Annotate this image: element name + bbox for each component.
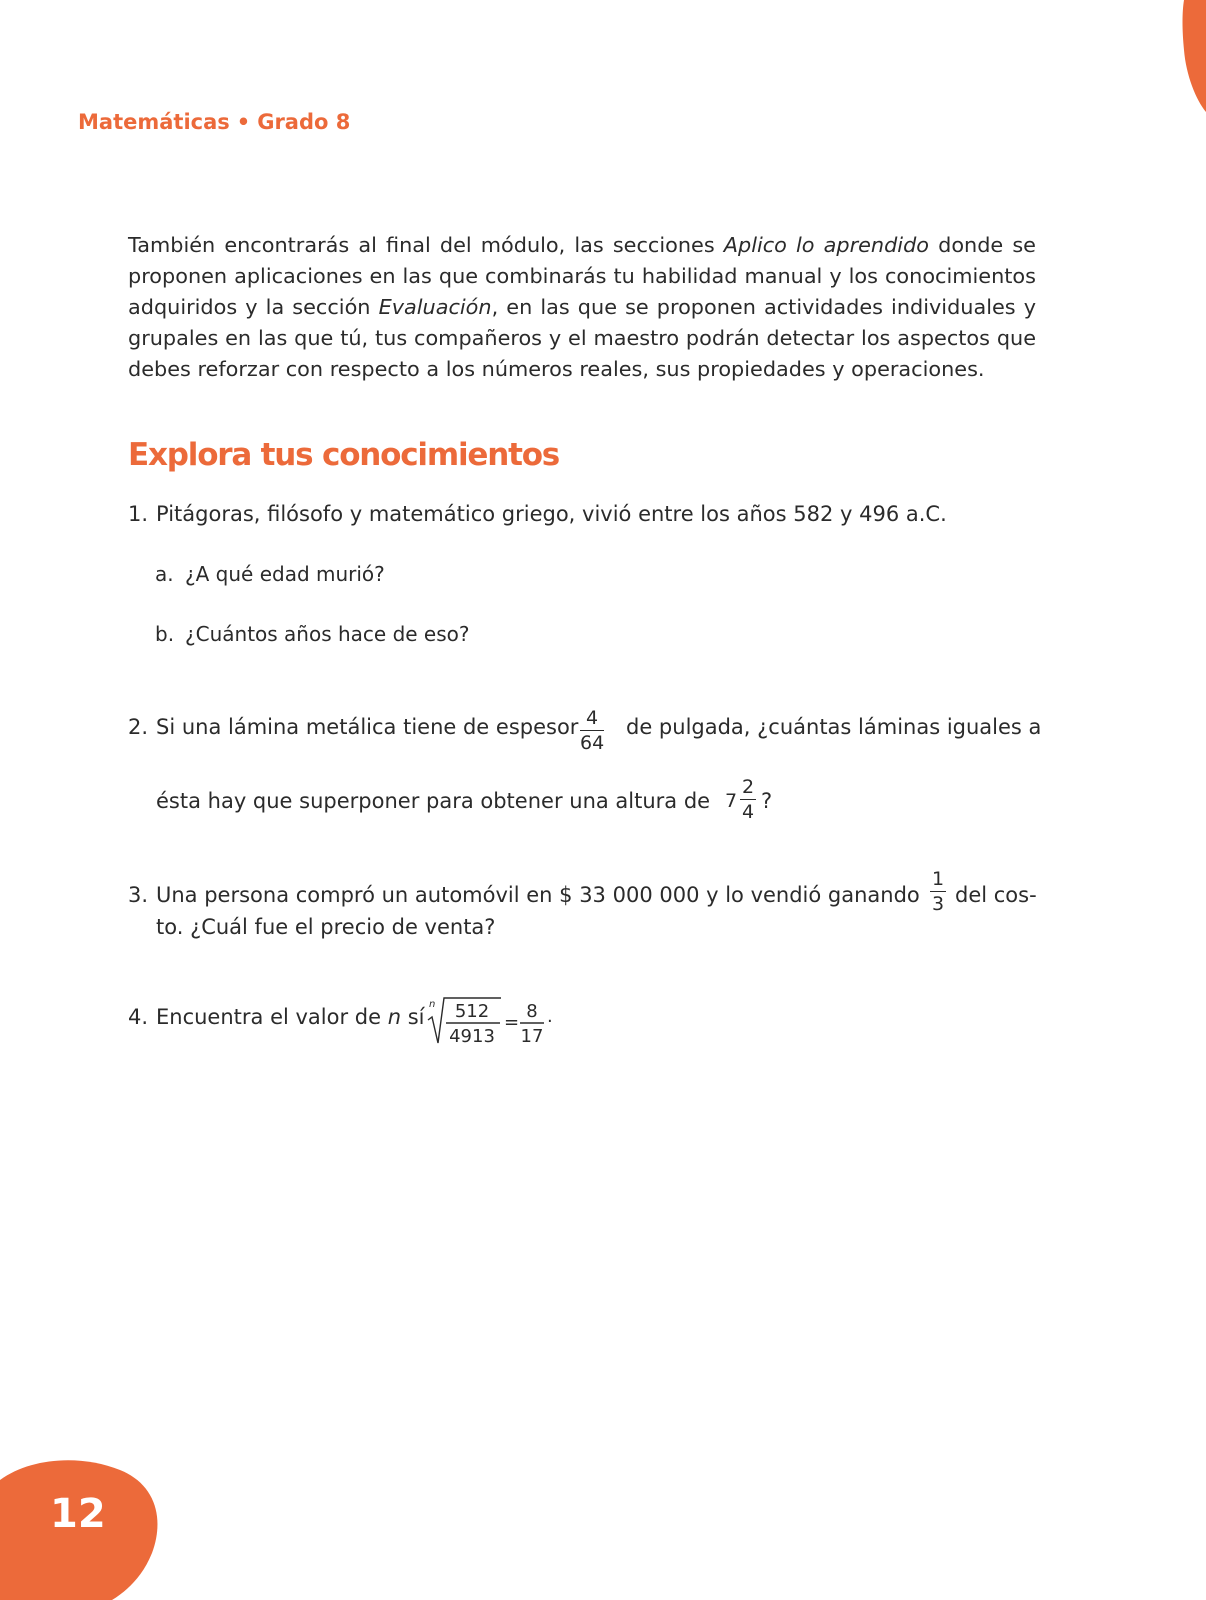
fraction-denominator: 4: [742, 801, 755, 823]
question-1a: [155, 562, 385, 586]
question-3-line-1: [128, 880, 920, 910]
question-text: Si una lámina metálica tiene de espesor: [156, 715, 579, 739]
question-2-line-2: [156, 786, 710, 816]
question-1: [128, 499, 947, 529]
fraction-1-3: [930, 868, 946, 915]
intro-paragraph: [128, 230, 1036, 385]
intro-italic-2: Evaluación: [378, 295, 492, 319]
question-3-line-1-end: del cos-: [955, 883, 1037, 907]
question-text: sí: [401, 1005, 425, 1029]
variable-n: n: [387, 1005, 402, 1029]
intro-italic-1: Aplico lo aprendido: [723, 233, 930, 257]
question-text: Encuentra el valor de: [156, 1005, 388, 1029]
header-grade: Grado 8: [257, 110, 351, 134]
radicand-numerator: 512: [454, 1001, 490, 1022]
sub-label: a.: [155, 562, 174, 586]
question-4: [128, 1002, 424, 1032]
rhs-numerator: 8: [526, 1001, 538, 1022]
question-text: Una persona compró un automóvil en $ 33 000 000 y lo vendió ganando: [156, 883, 920, 907]
question-number: 3.: [128, 883, 149, 907]
question-number: 1.: [128, 502, 149, 526]
radicand-denominator: 4913: [449, 1026, 495, 1047]
header-subject: Matemáticas: [78, 110, 230, 134]
section-title: Explora tus conocimientos: [128, 437, 560, 473]
fraction-numerator: 2: [742, 776, 755, 798]
question-number: 4.: [128, 1005, 149, 1029]
fraction-numerator: 1: [932, 868, 945, 890]
nth-root-equation: [426, 995, 566, 1047]
page-number: 12: [50, 1491, 106, 1537]
equals-sign: =: [504, 1012, 520, 1033]
intro-text-1: También encontrarás al final del módulo, las secciones: [128, 233, 724, 257]
header-separator: •: [236, 110, 251, 134]
running-header: [78, 110, 350, 134]
root-index: n: [429, 999, 436, 1010]
question-text: Pitágoras, filósofo y matemático griego, vivió entre los años 582 y 496 a.C.: [156, 502, 947, 526]
fraction-denominator: 64: [580, 732, 605, 754]
question-text: de pulgada, ¿cuántas láminas iguales a: [626, 715, 1042, 739]
end-period: .: [547, 1006, 553, 1027]
rhs-denominator: 17: [520, 1026, 544, 1047]
corner-decoration: [1166, 0, 1206, 115]
fraction-denominator: 3: [932, 893, 945, 915]
fraction-2-4: [740, 776, 756, 823]
question-number: 2.: [128, 715, 149, 739]
sub-text: ¿Cuántos años hace de eso?: [185, 622, 470, 646]
question-2-end: ?: [761, 789, 773, 813]
fraction-numerator: 4: [580, 707, 604, 731]
mixed-number-whole: 7: [725, 790, 738, 812]
question-text: ésta hay que superponer para obtener una altura de: [156, 789, 711, 813]
question-2-line-1: [128, 712, 578, 742]
question-1b: [155, 622, 470, 646]
question-2-line-1-end: [626, 712, 1041, 742]
intro-text-3: , en las que se proponen actividades individuales y grupales en las que tú, tus compañeros y el maestro podrán detectar los aspectos que debes reforzar con respecto a los números reales, sus propiedades y operaciones.: [128, 295, 1037, 381]
intro-text-2: donde se proponen aplicaciones en las que combinarás tu habilidad manual y los conocimientos adquiridos y la sección: [128, 233, 1036, 319]
sub-text: ¿A qué edad murió?: [185, 562, 385, 586]
fraction-4-64: [580, 707, 604, 754]
question-3-line-2: to. ¿Cuál fue el precio de venta?: [156, 915, 496, 939]
sub-label: b.: [155, 622, 175, 646]
